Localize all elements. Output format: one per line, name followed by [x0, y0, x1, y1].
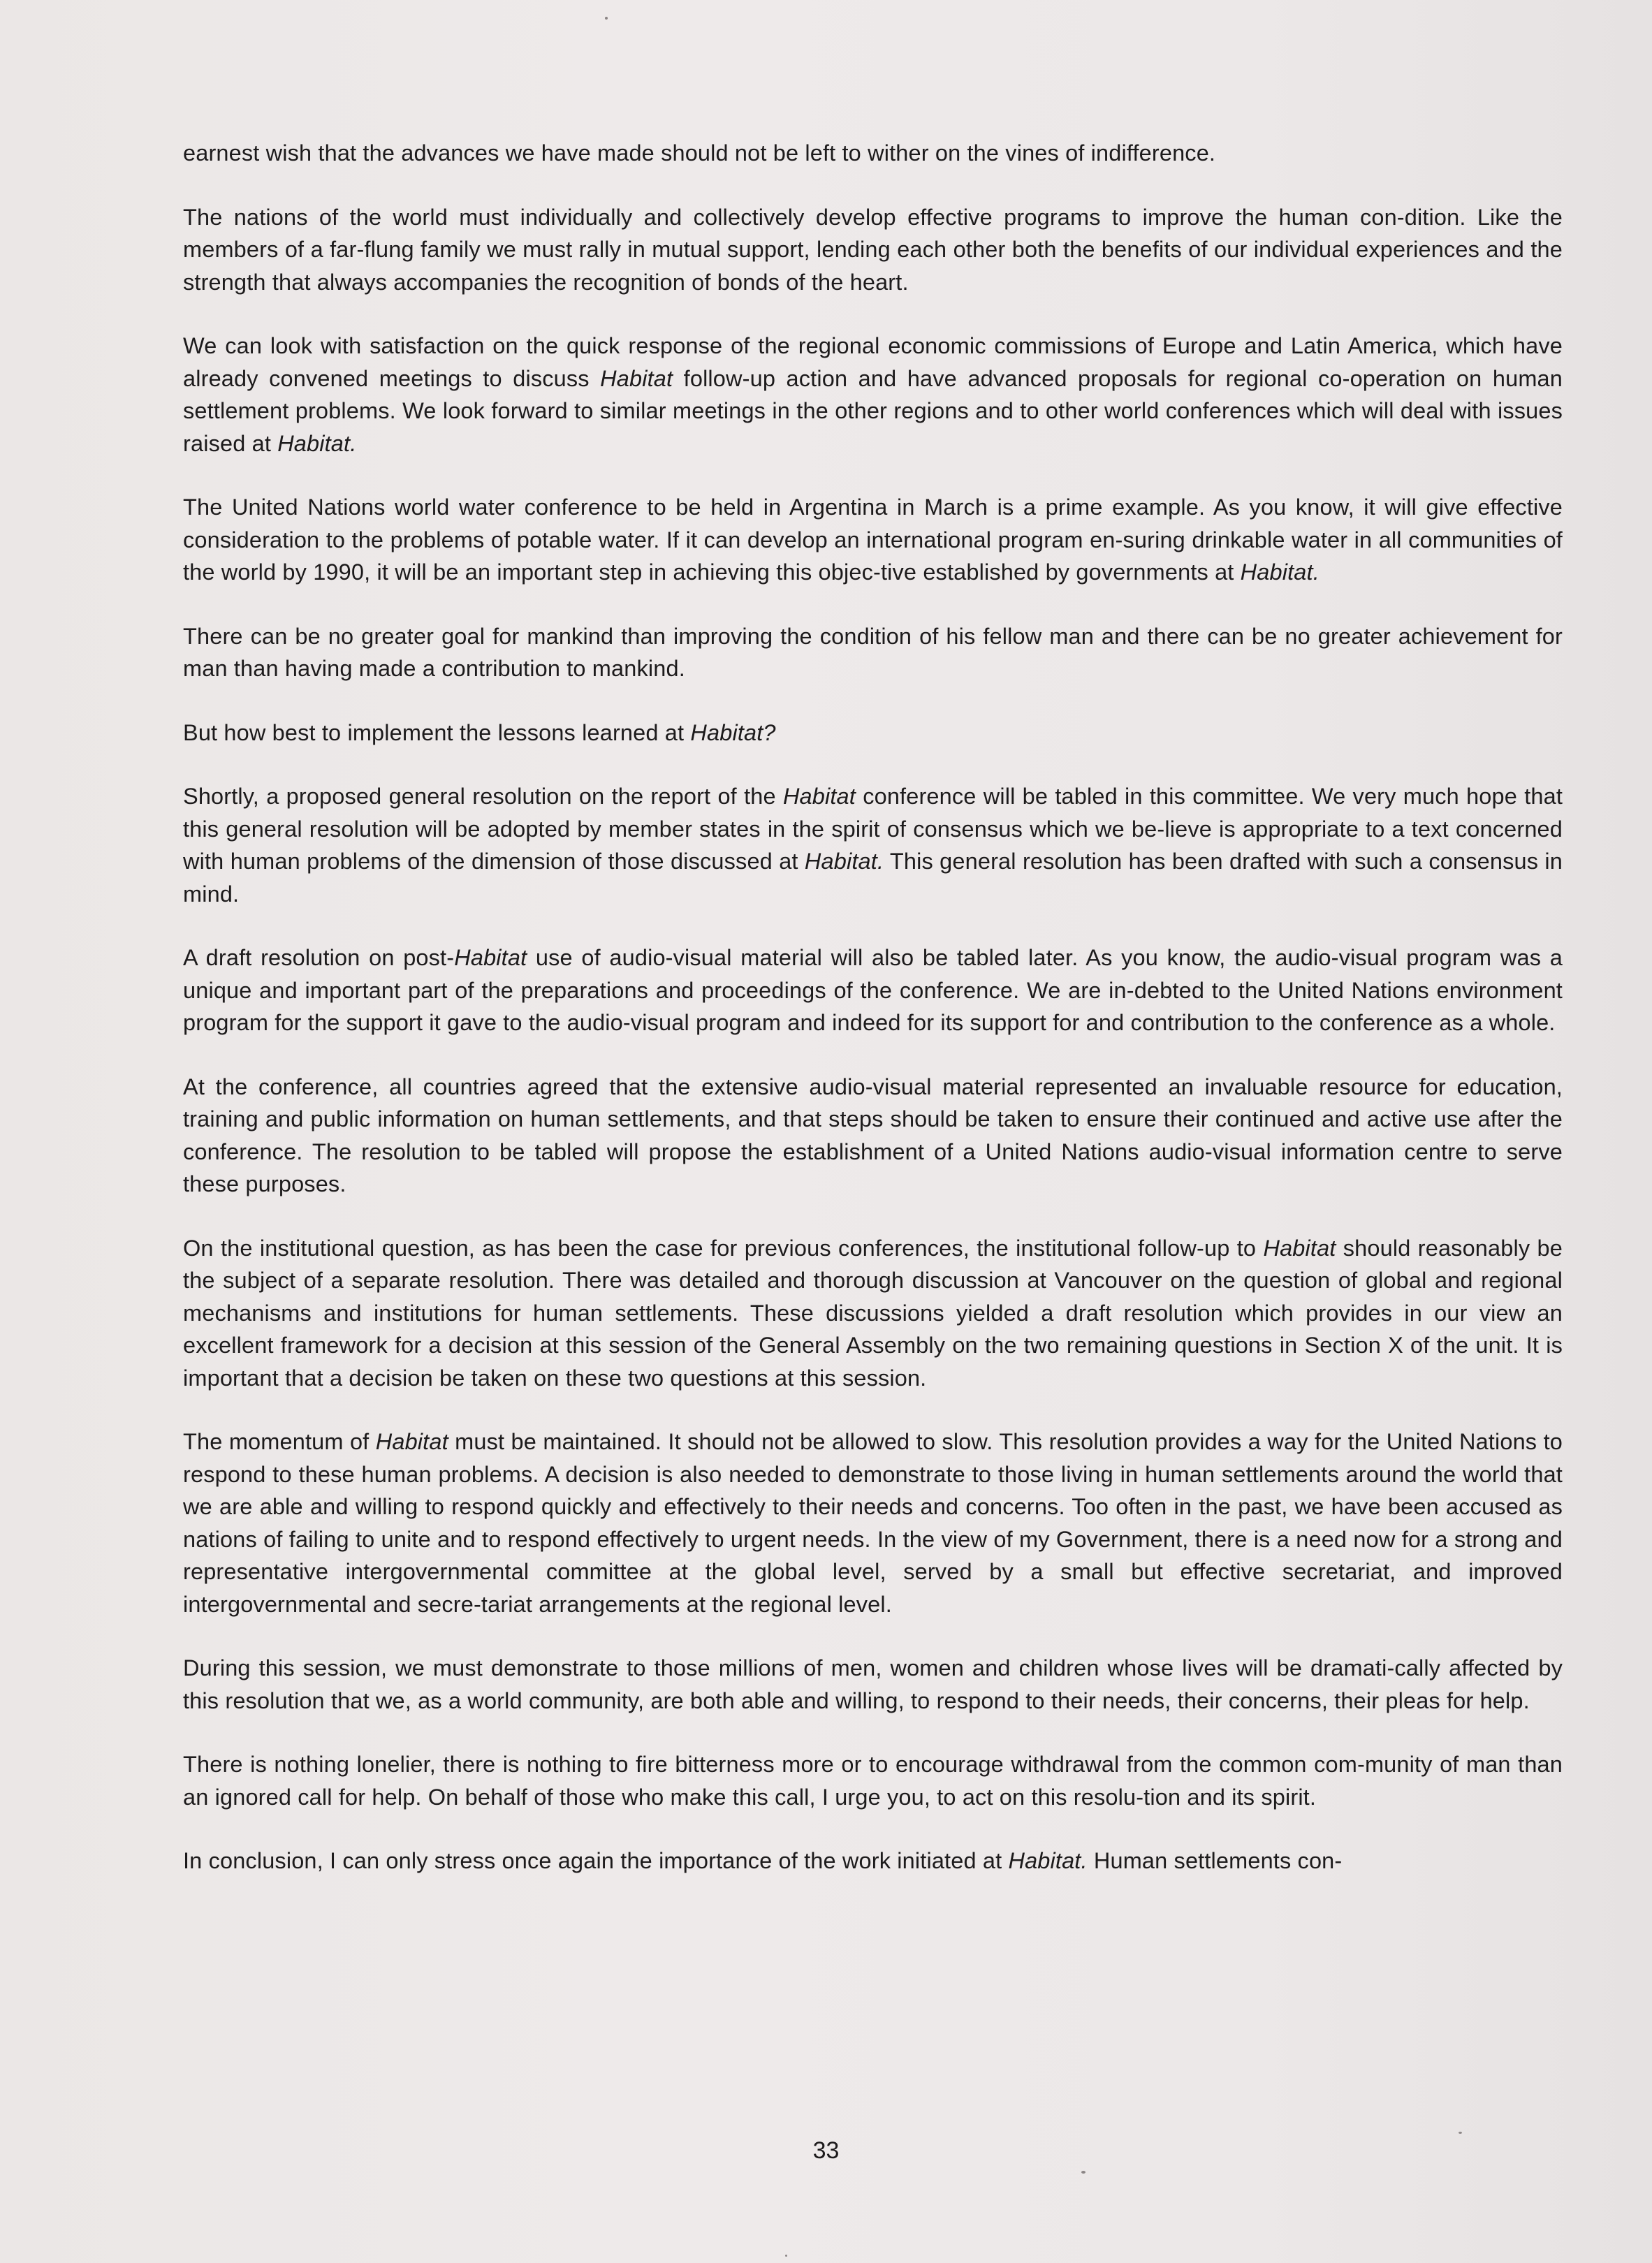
paragraph	[183, 1748, 1563, 1813]
paragraph	[183, 330, 1563, 460]
paragraph	[183, 942, 1563, 1039]
paragraph	[183, 1652, 1563, 1717]
text-run: But how best to implement the lessons learned at	[183, 719, 691, 745]
italic-term: Habitat	[454, 945, 527, 970]
page-number: 33	[812, 2137, 840, 2164]
text-run: We can look with satisfaction on the quick response of the regional economic commissions of Europe and Latin America, which have already convened meetings to discuss	[183, 333, 1563, 391]
text-run: This general resolution has been drafted with such a consensus in mind.	[183, 849, 1563, 907]
paper-speck	[1459, 2132, 1462, 2134]
italic-term: Habitat	[782, 784, 856, 809]
text-run: should reasonably be the subject of a separate resolution. There was detailed and thorough discussion at Vancouver on the question of global and regional mechanisms and institutions for human settlements. These discussions yielded a draft resolution which provides in our view an excellent framework for a decision at this session of the General Assembly on the two remaining questions in Section X of the unit. It is important that a decision be taken on these two questions at this session.	[183, 1235, 1563, 1391]
paper-speck	[605, 17, 608, 20]
paragraph	[183, 1232, 1563, 1395]
italic-term: Habitat.	[277, 430, 357, 456]
italic-term: Habitat?	[690, 719, 776, 745]
text-run: follow-up action and have advanced proposals for regional co-operation on human settlement problems. We look forward to similar meetings in the other regions and to other world conferences which will deal with issues raised at	[183, 365, 1563, 456]
italic-term: Habitat	[375, 1429, 448, 1454]
text-run: During this session, we must demonstrate to those millions of men, women and children whose lives will be dramati-cally affected by this resolution that we, as a world community, are both able and willing, to respond to their needs, their concerns, their pleas for help.	[183, 1655, 1563, 1713]
paragraph	[183, 1426, 1563, 1620]
italic-term: Habitat	[600, 365, 673, 391]
text-run: There is nothing lonelier, there is nothing to fire bitterness more or to encourage withdrawal from the common com-munity of man than an ignored call for help. On behalf of those who make this call, I urge you, to act on this resolu-tion and its spirit.	[183, 1752, 1563, 1810]
text-run: There can be no greater goal for mankind than improving the condition of his fellow man and there can be no greater achievement for man than having made a contribution to mankind.	[183, 623, 1563, 681]
text-run: The United Nations world water conference to be held in Argentina in March is a prime example. As you know, it will give effective consideration to the problems of potable water. If it can develop an international program en-suring drinkable water in all communities of the world by 1990, it will be an important step in achieving this objec-tive established by governments at	[183, 495, 1563, 585]
paragraph	[183, 1845, 1563, 1877]
text-run: conference will be tabled in this committee. We very much hope that this general resolution will be adopted by member states in the spirit of consensus which we be-lieve is appropriate to a text concerned with human problems of the dimension of those discussed at	[183, 784, 1563, 874]
text-run: earnest wish that the advances we have made should not be left to wither on the vines of indifference.	[183, 140, 1216, 166]
body-text	[183, 137, 1563, 1909]
text-run: use of audio-visual material will also be tabled later. As you know, the audio-visual program was a unique and important part of the preparations and proceedings of the conference. We are in-debted to the United Nations environment program for the support it gave to the audio-visual program and indeed for its support for and contribution to the conference as a whole.	[183, 945, 1563, 1035]
text-run: On the institutional question, as has been the case for previous conferences, the institutional follow-up to	[183, 1235, 1264, 1261]
paragraph	[183, 1071, 1563, 1201]
paragraph	[183, 201, 1563, 299]
paragraph	[183, 717, 1563, 749]
paragraph	[183, 620, 1563, 685]
italic-term: Habitat.	[804, 849, 884, 874]
paragraph	[183, 780, 1563, 910]
text-run: The momentum of	[183, 1429, 376, 1454]
text-run: Human settlements con-	[1087, 1848, 1343, 1873]
text-run: Shortly, a proposed general resolution on the report of the	[183, 784, 783, 809]
paper-speck	[785, 2255, 787, 2257]
italic-term: Habitat	[1263, 1235, 1336, 1261]
text-run: In conclusion, I can only stress once again the importance of the work initiated at	[183, 1848, 1009, 1873]
text-run: At the conference, all countries agreed that the extensive audio-visual material represented an invaluable resource for education, training and public information on human settlements, and that steps should be taken to ensure their continued and active use after the conference. The resolution to be tabled will propose the establishment of a United Nations audio-visual information centre to serve these purposes.	[183, 1074, 1563, 1196]
italic-term: Habitat.	[1240, 559, 1320, 585]
italic-term: Habitat.	[1008, 1848, 1088, 1873]
paper-speck	[1081, 2171, 1086, 2174]
text-run: must be maintained. It should not be allowed to slow. This resolution provides a way for the United Nations to respond to these human problems. A decision is also needed to demonstrate to those living in human settlements around the world that we are able and willing to respond quickly and effectively to their needs and concerns. Too often in the past, we have been accused as nations of failing to unite and to respond effectively to urgent needs. In the view of my Government, there is a need now for a strong and representative intergovernmental committee at the global level, served by a small but effective secretariat, and improved intergovernmental and secre-tariat arrangements at the regional level.	[183, 1429, 1563, 1617]
paragraph	[183, 491, 1563, 589]
text-run: The nations of the world must individually and collectively develop effective programs to improve the human con-dition. Like the members of a far-flung family we must rally in mutual support, lending each other both the benefits of our individual experiences and the strength that always accompanies the recognition of bonds of the heart.	[183, 204, 1563, 295]
paragraph	[183, 137, 1563, 170]
text-run: A draft resolution on post-	[183, 945, 455, 970]
